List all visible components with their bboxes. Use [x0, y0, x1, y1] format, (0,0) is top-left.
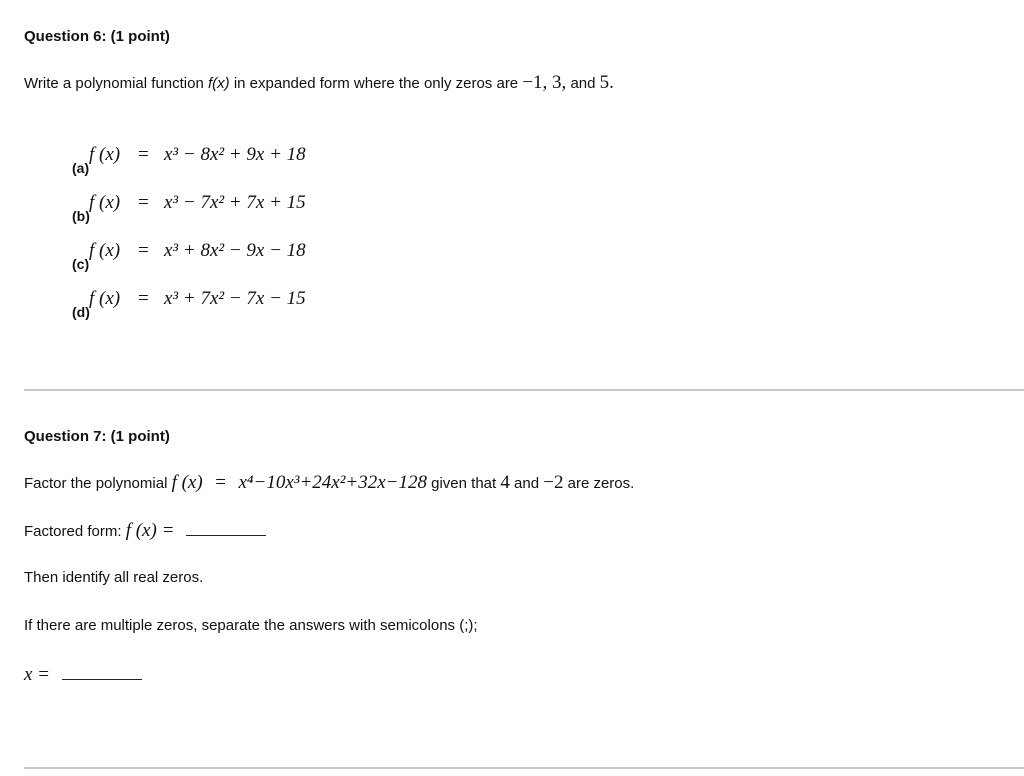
factored-fx: f (x) =: [125, 520, 175, 541]
multiple-zeros-note: If there are multiple zeros, separate the answers with semicolons (;);: [24, 617, 478, 634]
prompt-prefix: Write a polynomial function: [24, 75, 208, 92]
choice-equals: =: [138, 240, 149, 261]
choice-fx: f (x): [89, 192, 121, 213]
factor-prefix: Factor the polynomial: [24, 475, 172, 492]
factor-equals: =: [215, 472, 226, 493]
factored-form-label: Factored form:: [24, 523, 126, 540]
choice-equals: =: [138, 144, 149, 165]
zeros-answer-input[interactable]: [62, 665, 142, 680]
zeros-list: −1, 3,: [522, 72, 567, 93]
choice-d[interactable]: [72, 288, 572, 328]
x-label: x =: [24, 664, 51, 685]
choice-letter: (c): [72, 256, 90, 272]
prompt-mid: in expanded form where the only zeros are: [229, 75, 523, 92]
choice-expression: x³ − 8x² + 9x + 18: [164, 144, 306, 165]
zero-four: 4: [500, 472, 510, 493]
question-6-heading: Question 6: (1 point): [24, 28, 170, 45]
choice-c[interactable]: [72, 240, 572, 280]
prompt-fx: f(x): [207, 75, 230, 92]
question-7-heading: Question 7: (1 point): [24, 428, 170, 445]
are-zeros-text: are zeros.: [563, 475, 635, 492]
choice-b[interactable]: [72, 192, 572, 232]
question-6-prompt: [24, 72, 614, 94]
factored-form-line: [24, 520, 266, 542]
bottom-divider: [24, 767, 1024, 769]
choice-fx: f (x): [89, 240, 121, 261]
given-text: given that: [426, 475, 501, 492]
choice-letter: (a): [72, 160, 90, 176]
choice-a[interactable]: [72, 144, 572, 184]
choice-expression: x³ + 7x² − 7x − 15: [164, 288, 306, 309]
choice-expression: x³ + 8x² − 9x − 18: [164, 240, 306, 261]
and-text: and: [509, 475, 544, 492]
section-divider: [24, 389, 1024, 391]
factored-form-input[interactable]: [186, 521, 266, 536]
factor-polynomial: x⁴−10x³+24x²+32x−128: [238, 472, 427, 493]
choice-fx: f (x): [89, 144, 121, 165]
zero-neg-two: −2: [543, 472, 564, 493]
zero-five: 5.: [599, 72, 614, 93]
factor-fx: f (x): [171, 472, 203, 493]
x-answer-line: [24, 664, 142, 686]
then-identify-text: Then identify all real zeros.: [24, 569, 204, 586]
factor-prompt: [24, 472, 634, 494]
choice-equals: =: [138, 288, 149, 309]
choice-letter: (b): [72, 208, 90, 224]
choice-equals: =: [138, 192, 149, 213]
choice-letter: (d): [72, 304, 90, 320]
choice-fx: f (x): [89, 288, 121, 309]
prompt-and: and: [566, 75, 600, 92]
choice-expression: x³ − 7x² + 7x + 15: [164, 192, 306, 213]
